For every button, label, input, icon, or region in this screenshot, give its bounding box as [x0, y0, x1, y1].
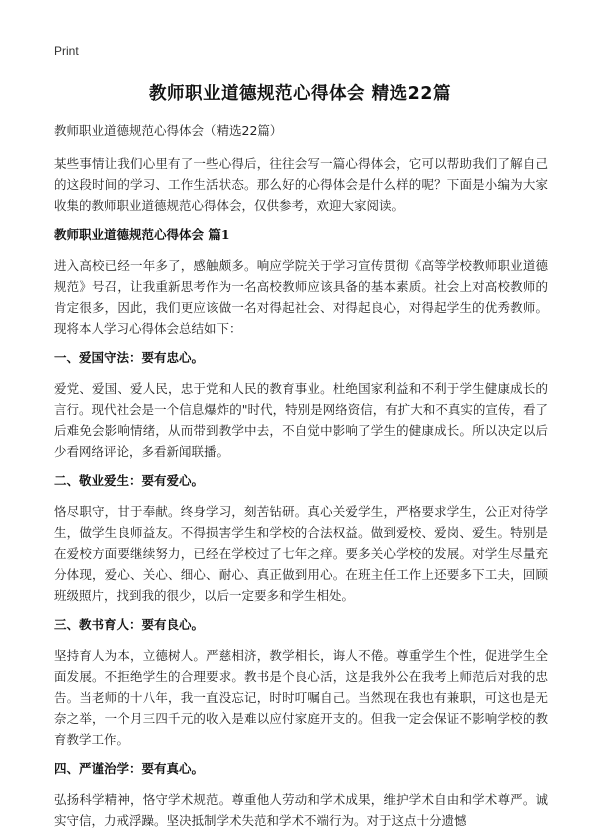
page-title: 教师职业道德规范心得体会 精选22篇	[149, 84, 451, 104]
point-2-heading: 二、敬业爱生：要有爱心。	[54, 473, 205, 488]
print-link[interactable]: Print	[54, 44, 79, 58]
section-heading: 教师职业道德规范心得体会 篇1	[54, 227, 230, 242]
point-1-heading: 一、爱国守法：要有忠心。	[54, 350, 205, 365]
point-4-body: 弘扬科学精神，恪守学术规范。尊重他人劳动和学术成果，维护学术自由和学术尊严。诚实守信，力戒浮躁。坚决抵制学术失范和学术不端行为。对于这点十分遗憾	[54, 792, 548, 828]
intro-paragraph: 某些事情让我们心里有了一些心得后，往往会写一篇心得体会，它可以帮助我们了解自己的这段时间的学习、工作生活状态。那么好的心得体会是什么样的呢？下面是小编为大家收集的教师职业道德规范心得体会，仅供参考，欢迎大家阅读。	[54, 156, 548, 213]
point-3-heading: 三、教书育人：要有良心。	[54, 617, 205, 632]
article-subtitle: 教师职业道德规范心得体会（精选22篇）	[54, 123, 283, 138]
point-2-body: 恪尽职守，甘于奉献。终身学习，刻苦钻研。真心关爱学生，严格要求学生，公正对待学生，做学生良师益友。不得损害学生和学校的合法权益。做到爱校、爱岗、爱生。特别是在爱校方面要继续努力，已经在学校过了七年之痒。要多关心学校的发展。对学生尽量充分体现，爱心、关心、细心、耐心、真正做到用心。在班主任工作上还要多下工夫，回顾班级照片，找到我的很少，以后一定要多和学生相处。	[54, 504, 548, 603]
point-4-heading: 四、严谨治学：要有真心。	[54, 761, 205, 776]
article-body	[54, 121, 548, 840]
section-intro-paragraph: 进入高校已经一年多了，感触颇多。响应学院关于学习宣传贯彻《高等学校教师职业道德规范》号召，让我重新思考作为一名高校教师应该具备的基本素质。社会上对高校教师的肯定很多，因此，我们更应该做一名对得起社会、对得起良心，对得起学生的优秀教师。现将本人学习心得体会总结如下：	[54, 258, 548, 336]
point-1-body: 爱党、爱国、爱人民，忠于党和人民的教育事业。杜绝国家利益和不利于学生健康成长的言行。现代社会是一个信息爆炸的"时代，特别是网络资信，有扩大和不真实的宣传，看了后难免会影响情绪，从而带到教学中去，不自觉中影响了学生的健康成长。所以决定以后少看网络评论，多看新闻联播。	[54, 381, 548, 459]
point-3-body: 坚持育人为本，立德树人。严慈相济，教学相长，诲人不倦。尊重学生个性，促进学生全面发展。不拒绝学生的合理要求。教书是个良心活，这是我外公在我考上师范后对我的忠告。当老师的十八年，我一直没忘记，时时叮嘱自己。当然现在我也有兼职，可这也是无奈之举，一个月三四千元的收入是难以应付家庭开支的。但我一定会保证不影响学校的教育教学工作。	[54, 648, 548, 747]
